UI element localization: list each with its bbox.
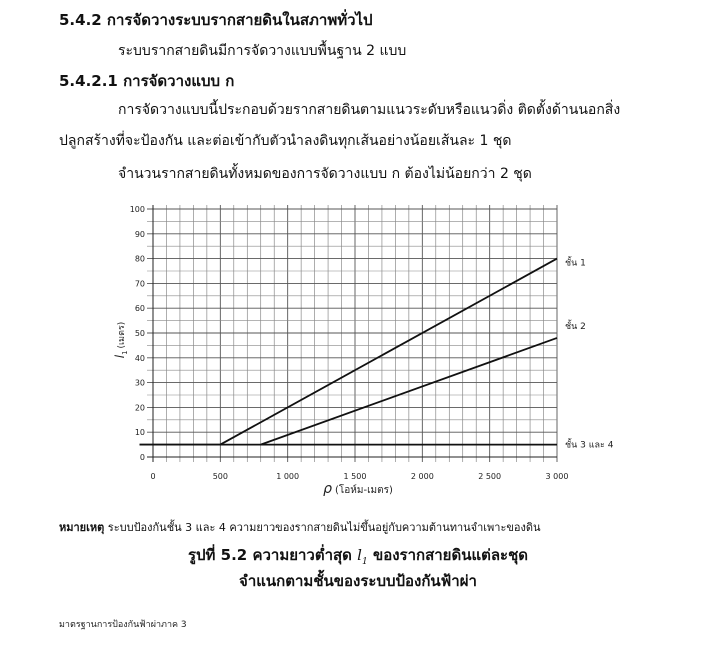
series-line: [140, 259, 557, 445]
x-tick-label: 2 500: [478, 472, 502, 481]
series-label: ชั้น 3 และ 4: [565, 440, 614, 451]
figure-caption-line-1: [0, 543, 716, 567]
chart-axes: [147, 205, 557, 462]
chart-series: [140, 259, 557, 445]
y-tick-label: 40: [134, 353, 145, 363]
y-tick-label: 70: [134, 279, 145, 289]
x-tick-label: 1 000: [276, 472, 300, 481]
y-tick-label: 50: [134, 329, 145, 338]
y-tick-label: 20: [134, 403, 145, 413]
x-tick-label: 2 000: [410, 472, 434, 481]
x-axis-label: [323, 481, 393, 497]
caption-suffix: ของรากสายดินแต่ละชุด: [372, 546, 529, 564]
note: [59, 518, 541, 536]
y-tick-label: 30: [134, 378, 145, 388]
x-tick-label: 0: [150, 472, 156, 481]
x-tick-label: 3 000: [545, 472, 569, 481]
y-axis-unit: (เมตร): [117, 321, 127, 349]
caption-symbol: [357, 546, 368, 567]
y-tick-label: 10: [134, 428, 145, 438]
y-tick-label: 100: [129, 205, 145, 214]
y-axis-symbol: l: [113, 354, 127, 359]
paragraph-2: จำนวนรากสายดินทั้งหมดของการจัดวางแบบ ก ต้องไม่น้อยกว่า 2 ชุด: [118, 166, 532, 182]
section-heading: 5.4.2 การจัดวางระบบรากสายดินในสภาพทั่วไป: [59, 11, 373, 29]
x-tick-label: 1 500: [343, 472, 367, 481]
caption-symbol-letter: l: [357, 546, 362, 564]
sub-heading-title: การจัดวางแบบ ก: [123, 72, 235, 90]
figure-caption-line-2: จำแนกตามชั้นของระบบป้องกันฟ้าผ่า: [239, 572, 477, 590]
series-label: ชั้น 1: [565, 258, 586, 269]
y-tick-label: 60: [134, 304, 145, 314]
y-tick-label: 0: [139, 453, 145, 462]
series-label: ชั้น 2: [565, 321, 586, 332]
paragraph-1-line-2: ปลูกสร้างที่จะป้องกัน และต่อเข้ากับตัวนำลงดินทุกเส้นอย่างน้อยเส้นละ 1 ชุด: [59, 133, 512, 149]
x-axis-symbol: ρ: [323, 481, 333, 497]
chart-grid: [147, 205, 557, 462]
y-axis-subscript: 1: [121, 350, 129, 355]
y-axis-label: [113, 322, 129, 359]
intro-text: ระบบรากสายดินมีการจัดวางแบบพื้นฐาน 2 แบบ: [118, 43, 407, 59]
sub-heading-number: 5.4.2.1: [59, 72, 118, 90]
note-text: ระบบป้องกันชั้น 3 และ 4 ความยาวของรากสายดินไม่ขึ้นอยู่กับความต้านทานจำเพาะของดิน: [107, 521, 541, 534]
footer-text: มาตรฐานการป้องกันฟ้าผ่าภาค 3: [59, 620, 187, 630]
x-axis-unit: (โอห์ม-เมตร): [335, 485, 393, 496]
paragraph-1-line-1: การจัดวางแบบนี้ประกอบด้วยรากสายดินตามแนวระดับหรือแนวดิ่ง ติดตั้งด้านนอกสิ่ง: [118, 102, 621, 118]
caption-symbol-subscript: 1: [361, 557, 368, 567]
note-label: หมายเหตุ: [59, 521, 105, 534]
caption-prefix: รูปที่ 5.2 ความยาวต่ำสุด: [187, 546, 352, 564]
y-tick-label: 90: [134, 229, 145, 239]
x-tick-label: 500: [212, 472, 228, 481]
y-tick-label: 80: [134, 254, 145, 264]
